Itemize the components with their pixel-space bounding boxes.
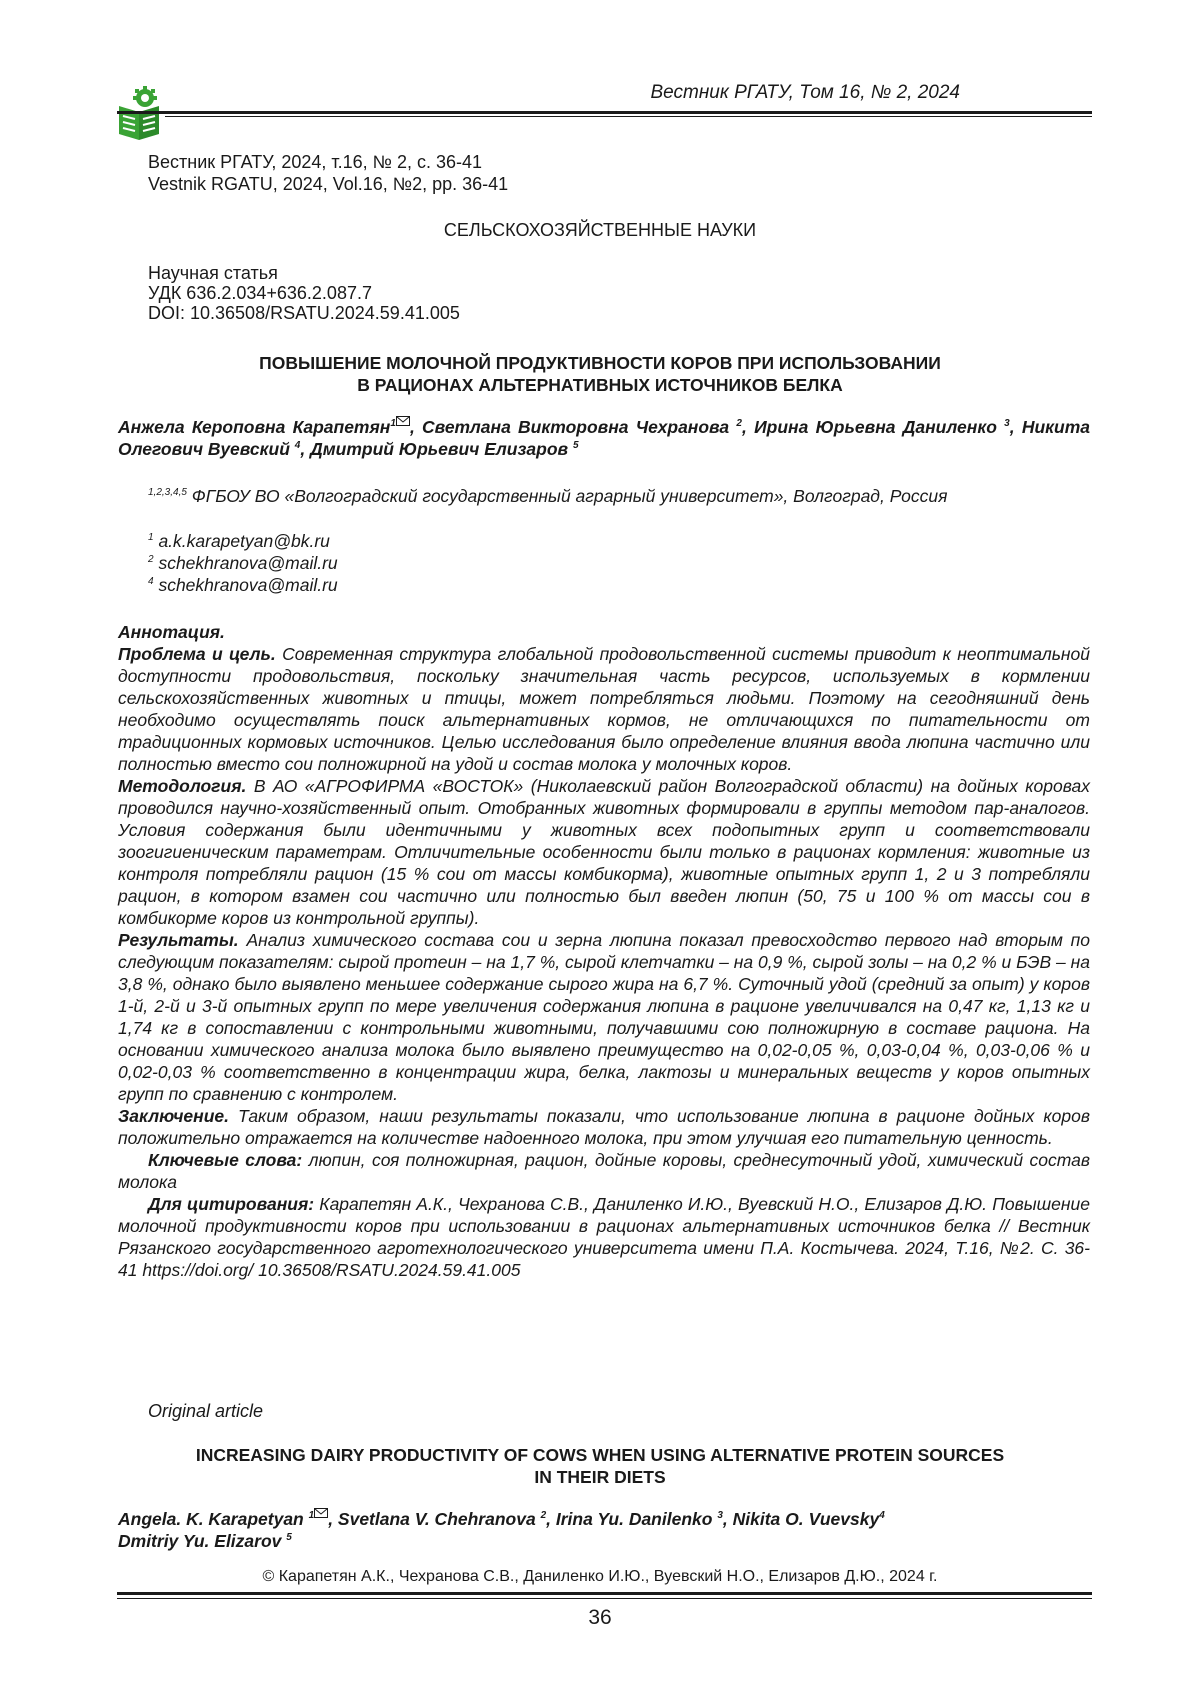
header-rule (117, 111, 1092, 114)
authors-ru: Анжела Кероповна Карапетян$^1$ , Светлана Викторовна Чехранова $^2$, Ирина Юрьевна Даниленко $^3$, Никита Олегович Вуевский $^4$, Дмитрий Юрьевич Елизаров $^5$ (118, 417, 1090, 459)
email-link[interactable]: schekhranova@mail.ru (158, 553, 338, 573)
affiliation: $^{1,2,3,4,5}$ ФГБОУ ВО «Волгоградский государственный аграрный университет», Волгоград, Россия (148, 486, 948, 506)
author-4: Никита Олегович Вуевский (118, 417, 1090, 459)
title-en-line-2: IN THEIR DIETS (534, 1467, 666, 1487)
abstract-methodology: Методология. В АО «АГРОФИРМА «ВОСТОК» (Николаевский район Волгоградской области) на дойных коровах проводился научно-хозяйственный опыт. Отобранных животных формировали в группы методом пар-аналогов. Условия содержания были идентичными у животных всех подопытных групп и соответствовали зоогигиеническим параметрам. Отличительные особенности были только в рационах кормления: животные из контроля потребляли рацион (15 % сои от массы комбикорма), животные опытных групп 1, 2 и 3 потребляли рацион, в котором взамен сои частично или полностью был введен люпин (50, 75 и 100 % от массы сои в комбикорме коров из контрольной группы). (118, 776, 1090, 928)
copyright: © Карапетян А.К., Чехранова С.В., Даниленко И.Ю., Вуевский Н.О., Елизаров Д.Ю., 2024 г. (262, 1568, 938, 1585)
mail-icon[interactable] (314, 1508, 328, 1518)
author-en-2: Svetlana V. Chehranova (337, 1509, 536, 1529)
author-2: Светлана Викторовна Чехранова (422, 417, 730, 437)
author-1: Анжела Кероповна Карапетян (118, 417, 391, 437)
author-en-3: Irina Yu. Danilenko (555, 1509, 713, 1529)
author-3: Ирина Юрьевна Даниленко (754, 417, 997, 437)
footer-rule-thin (117, 1598, 1092, 1599)
authors-en: Angela. K. Karapetyan $^1$ , Svetlana V. Chehranova $^2$, Irina Yu. Danilenko $^3$, Nikita O. Vuevsky$^4$ Dmitriy Yu. Elizarov $^5$ (118, 1509, 885, 1551)
abstract-problem: Проблема и цель. Современная структура глобальной продовольственной системы приводит к неоптимальной доступности продовольствия, поскольку значительная часть ресурсов, используемых в кормлении сельскохозяйственных животных и птицы, может потребляться людьми. Поэтому на сегодняшний день необходимо осуществлять поиск альтернативных кормов, не отличающихся по питательности от традиционных кормовых источников. Целью исследования было определение влияния ввода люпина частично или полностью вместо сои полножирной на удой и состав молока у молочных коров. (118, 644, 1090, 774)
title-ru (0, 352, 1200, 396)
footer-rule (117, 1592, 1092, 1595)
keywords: Ключевые слова: люпин, соя полножирная, рацион, дойные коровы, среднесуточный удой, химический состав молока (118, 1150, 1090, 1192)
emails-list (148, 530, 338, 596)
abstract-results: Результаты. Анализ химического состава сои и зерна люпина показал превосходство первого над вторым по следующим показателям: сырой протеин – на 1,7 %, сырой клетчатки – на 0,9 %, сырой золы – на 0,2 % и БЭВ – на 3,8 %, однако было выявлено меньшее содержание сырого жира на 6,7 %. Суточный удой (средний за опыт) у коров 1-й, 2-й и 3-й опытных групп по мере увеличения содержания люпина в рационе увеличивался на 0,47 кг, 1,13 кг и 1,74 кг в сопоставлении с контрольными животными, получавшими сою полножирную в составе рациона. На основании химического анализа молока было выявлено преимущество на 0,02-0,05 %, 0,03-0,04 %, 0,03-0,06 % и 0,02-0,03 % соответственно в концентрации жира, белка, лактозы и минеральных веществ у коров опытных групп по сравнению с контролем. (118, 930, 1090, 1104)
email-item: $^4$ schekhranova@mail.ru (148, 575, 338, 595)
section-title: СЕЛЬСКОХОЗЯЙСТВЕННЫЕ НАУКИ (443, 220, 757, 240)
title-ru-line-2: В РАЦИОНАХ АЛЬТЕРНАТИВНЫХ ИСТОЧНИКОВ БЕЛКА (357, 375, 843, 395)
citation-block (148, 151, 508, 195)
abstract-conclusion: Заключение. Таким образом, наши результаты показали, что использование люпина в рационе дойных коров положительно отражается на количестве надоенного молока, при этом улучшая его питательную ценность. (118, 1106, 1090, 1148)
citation-ru: Вестник РГАТУ, 2024, т.16, № 2, с. 36-41 (148, 152, 483, 172)
email-item: $^2$ schekhranova@mail.ru (148, 553, 338, 573)
title-ru-line-1: ПОВЫШЕНИЕ МОЛОЧНОЙ ПРОДУКТИВНОСТИ КОРОВ ПРИ ИСПОЛЬЗОВАНИИ (259, 353, 941, 373)
page-number: 36 (588, 1606, 612, 1629)
doi[interactable]: DOI: 10.36508/RSATU.2024.59.41.005 (148, 303, 460, 323)
article-type: Научная статья (148, 263, 278, 283)
author-en-5: Dmitriy Yu. Elizarov (118, 1531, 282, 1551)
author-en-1: Angela. K. Karapetyan (118, 1509, 304, 1529)
original-article-label: Original article (148, 1401, 264, 1421)
how-to-cite: Для цитирования: Карапетян А.К., Чехранова С.В., Даниленко И.Ю., Вуевский Н.О., Елизаров Д.Ю. Повышение молочной продуктивности коров при использовании в рационах альтернативных источников белка // Вестник Рязанского государственного агротехнологического университета имени П.А. Костычева. 2024, Т.16, №2. С. 36-41 https://doi.org/ 10.36508/RSATU.2024.59.41.005 (118, 1194, 1090, 1280)
abstract-heading: Аннотация. (118, 622, 225, 642)
email-link[interactable]: schekhranova@mail.ru (158, 575, 338, 595)
citation-en: Vestnik RGATU, 2024, Vol.16, №2, pp. 36-41 (148, 174, 509, 194)
title-en (0, 1444, 1200, 1488)
mail-icon[interactable] (396, 416, 410, 426)
email-item: $^1$ a.k.karapetyan@bk.ru (148, 531, 330, 551)
udc: УДК 636.2.034+636.2.087.7 (148, 283, 372, 303)
title-en-line-1: INCREASING DAIRY PRODUCTIVITY OF COWS WHEN USING ALTERNATIVE PROTEIN SOURCES (195, 1445, 1005, 1465)
journal-header: Вестник РГАТУ, Том 16, № 2, 2024 (650, 82, 960, 103)
header-rule-thin (165, 116, 1092, 117)
abstract (118, 621, 1090, 1281)
author-en-4: Nikita O. Vuevsky (732, 1509, 880, 1529)
author-5: Дмитрий Юрьевич Елизаров (310, 439, 569, 459)
article-meta (148, 263, 460, 323)
email-link[interactable]: a.k.karapetyan@bk.ru (158, 531, 330, 551)
